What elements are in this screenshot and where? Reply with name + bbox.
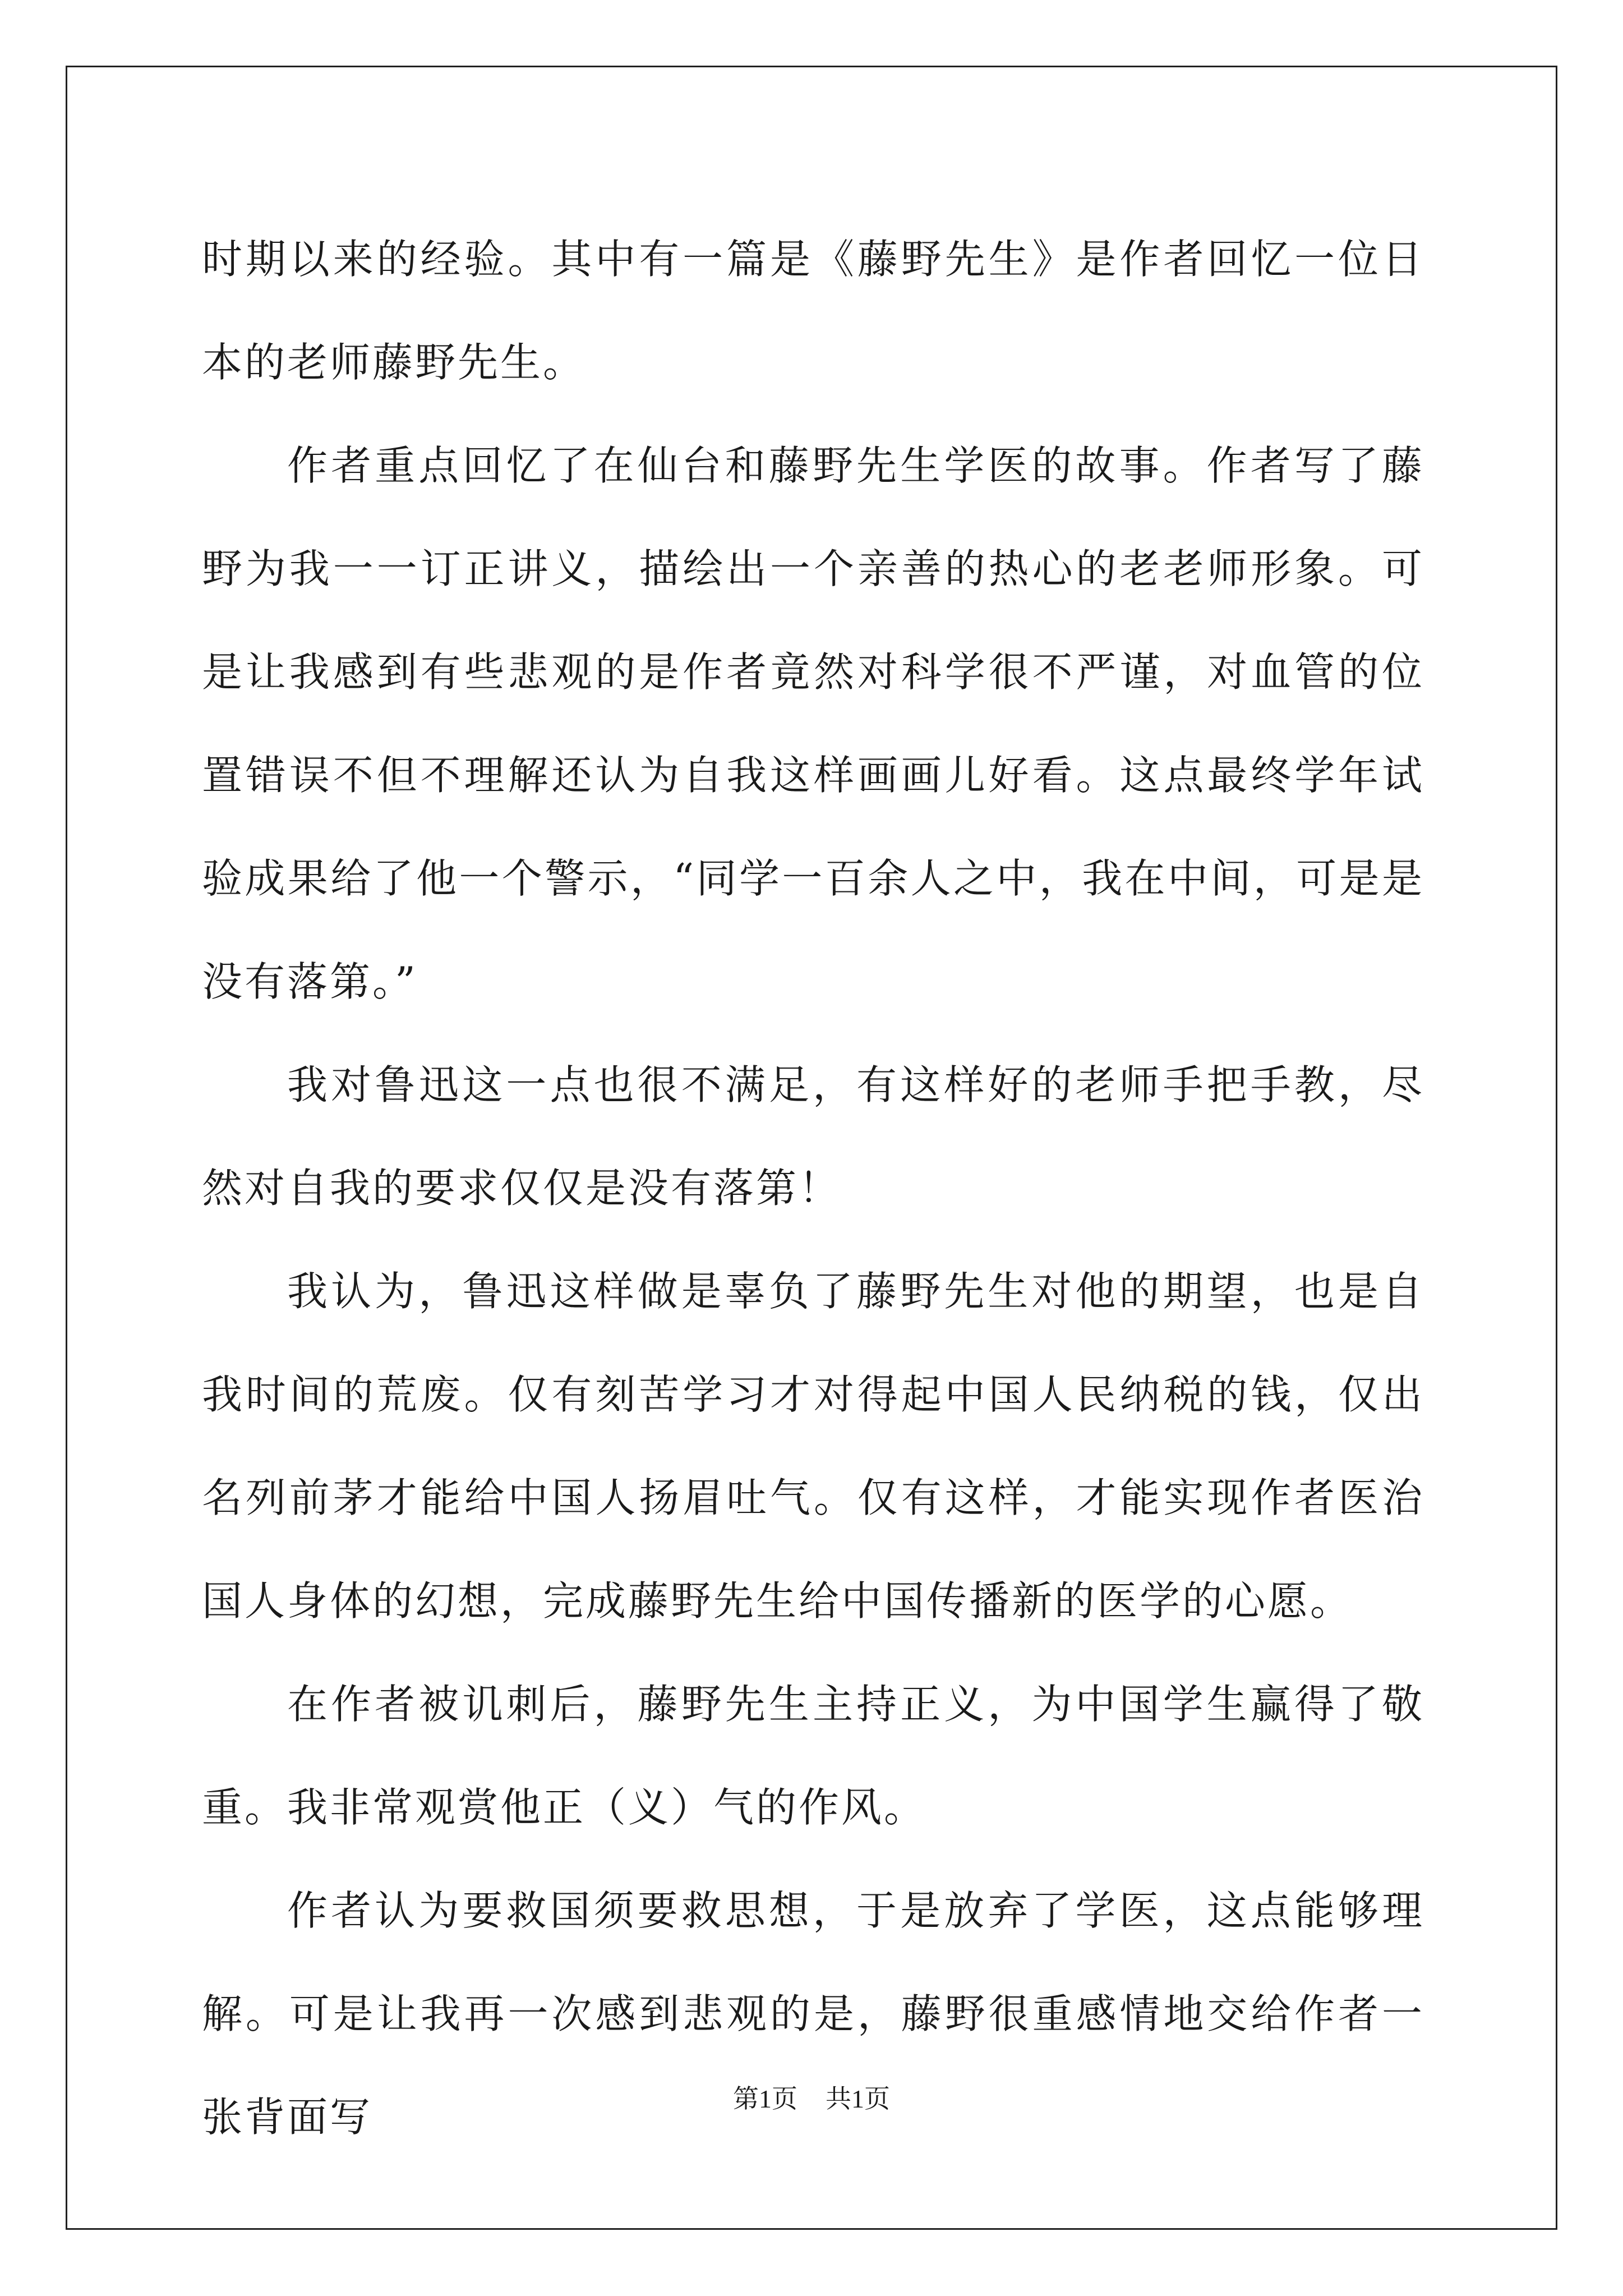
page-total: 共1页 (826, 2085, 890, 2113)
paragraph-3: 我对鲁迅这一点也很不满足，有这样好的老师手把手教，尽然对自我的要求仅仅是没有落第！ (202, 1061, 1424, 1212)
page-footer (0, 2078, 1623, 2115)
paragraph-2: 作者重点回忆了在仙台和藤野先生学医的故事。作者写了藤野为我一一订正讲义，描绘出一个亲善的热心的老老师形象。可是让我感到有些悲观的是作者竟然对科学很不严谨，对血管的位置错误不但不理解还认为自我这样画画儿好看。这点最终学年试验成果给了他一个警示，“同学一百余人之中，我在中间，可是是没有落第。” (202, 442, 1424, 1005)
paragraph-6: 作者认为要救国须要救思想，于是放弃了学医，这点能够理解。可是让我再一次感到悲观的是，藤野很重感情地交给作者一张背面写 (202, 1887, 1424, 2141)
paragraph-1: 时期以来的经验。其中有一篇是《藤野先生》是作者回忆一位日本的老师藤野先生。 (202, 236, 1424, 386)
paragraph-5: 在作者被讥刺后，藤野先生主持正义，为中国学生赢得了敬重。我非常观赏他正（义）气的作风。 (202, 1681, 1424, 1831)
paragraph-4: 我认为，鲁迅这样做是辜负了藤野先生对他的期望，也是自我时间的荒废。仅有刻苦学习才对得起中国人民纳税的钱，仅出名列前茅才能给中国人扬眉吐气。仅有这样，才能实现作者医治国人身体的幻想，完成藤野先生给中国传播新的医学的心愿。 (202, 1268, 1424, 1625)
document-body (202, 208, 1424, 2169)
page-number: 第1页 (733, 2085, 797, 2113)
